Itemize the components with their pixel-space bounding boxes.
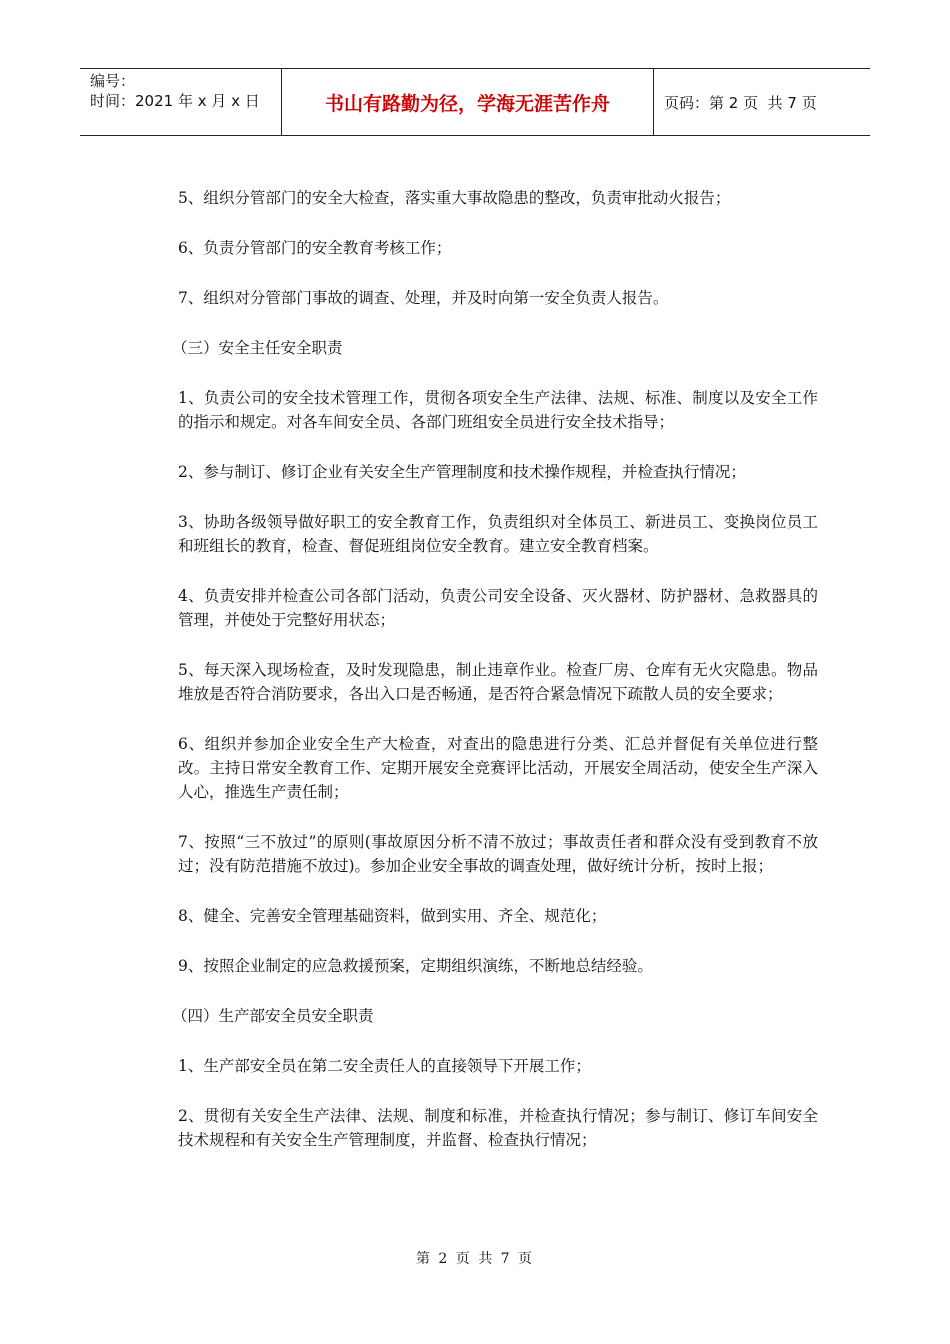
section-heading: （四）生产部安全员安全职责 xyxy=(172,1007,374,1025)
header-page-info xyxy=(654,69,870,135)
paragraph: 9、按照企业制定的应急救援预案，定期组织演练，不断地总结经验。 xyxy=(178,957,653,975)
paragraph: 2、贯彻有关安全生产法律、法规、制度和标准，并检查执行情况；参与制订、修订车间安全技术规程和有关安全生产管理制度，并监督、检查执行情况； xyxy=(178,1107,818,1149)
paragraph: 5、每天深入现场检查，及时发现隐患，制止违章作业。检查厂房、仓库有无火灾隐患。物品堆放是否符合消防要求，各出入口是否畅通，是否符合紧急情况下疏散人员的安全要求； xyxy=(178,661,818,703)
page-info-text: 页码：第 2 页 共 7 页 xyxy=(664,93,817,112)
footer-page-number: 第 2 页 共 7 页 xyxy=(415,1251,535,1267)
paragraph: 4、负责安排并检查公司各部门活动，负责公司安全设备、灭火器材、防护器材、急救器具的管理，并使处于完整好用状态； xyxy=(178,587,818,629)
header-motto-cell xyxy=(282,69,654,135)
header-meta xyxy=(80,69,282,135)
paragraph: 8、健全、完善安全管理基础资料，做到实用、齐全、规范化； xyxy=(178,907,607,925)
paragraph: 1、负责公司的安全技术管理工作，贯彻各项安全生产法律、法规、标准、制度以及安全工作的指示和规定。对各车间安全员、各部门班组安全员进行安全技术指导； xyxy=(178,389,818,431)
paragraph: 2、参与制订、修订企业有关安全生产管理制度和技术操作规程，并检查执行情况； xyxy=(178,463,746,481)
paragraph: 1、生产部安全员在第二安全责任人的直接领导下开展工作； xyxy=(178,1057,591,1075)
document-number: 编号： xyxy=(90,72,136,90)
paragraph: 6、负责分管部门的安全教育考核工作； xyxy=(178,239,452,257)
document-time: 时间：2021 年 x 月 x 日 xyxy=(90,92,260,110)
paragraph: 5、组织分管部门的安全大检查，落实重大事故隐患的整改，负责审批动火报告； xyxy=(178,189,731,207)
paragraph: 7、组织对分管部门事故的调查、处理，并及时向第一安全负责人报告。 xyxy=(178,289,669,307)
paragraph: 7、按照“三不放过”的原则(事故原因分析不清不放过；事故责任者和群众没有受到教育不放过；没有防范措施不放过)。参加企业安全事故的调查处理，做好统计分析，按时上报； xyxy=(178,833,818,875)
page-header xyxy=(80,68,870,136)
page-footer xyxy=(0,1248,950,1268)
section-heading: （三）安全主任安全职责 xyxy=(172,339,343,357)
paragraph: 6、组织并参加企业安全生产大检查，对查出的隐患进行分类、汇总并督促有关单位进行整改。主持日常安全教育工作、定期开展安全竞赛评比活动，开展安全周活动，使安全生产深入人心，推选生产责任制； xyxy=(178,735,818,801)
document-body xyxy=(172,186,818,1178)
motto-text: 书山有路勤为径，学海无涯苦作舟 xyxy=(324,92,610,115)
paragraph: 3、协助各级领导做好职工的安全教育工作，负责组织对全体员工、新进员工、变换岗位员工和班组长的教育，检查、督促班组岗位安全教育。建立安全教育档案。 xyxy=(178,513,818,555)
